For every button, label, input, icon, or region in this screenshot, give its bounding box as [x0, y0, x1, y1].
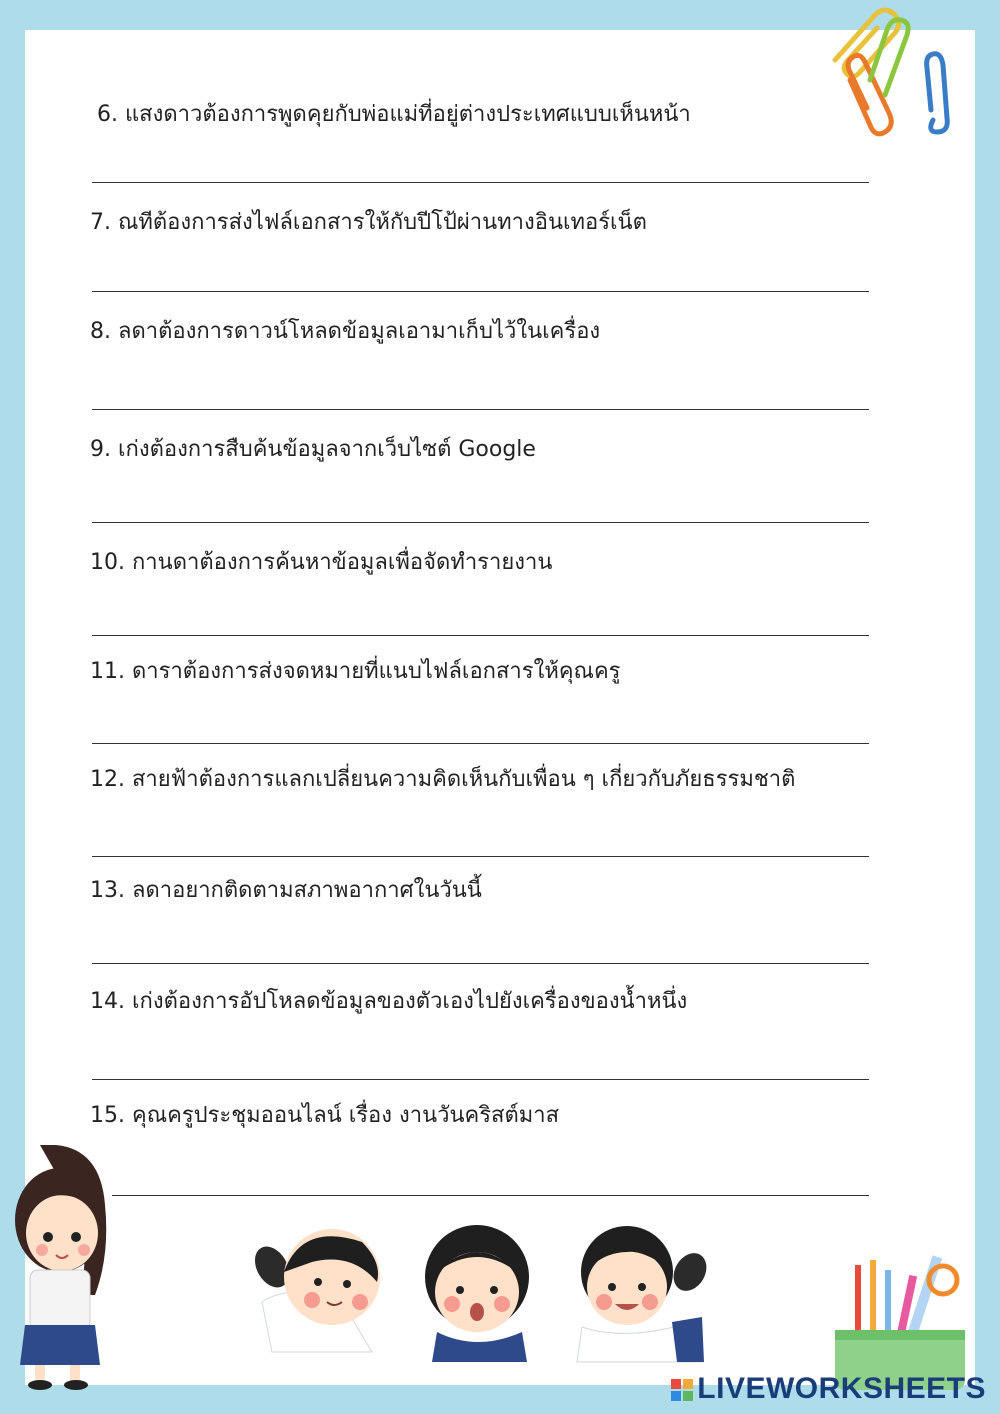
question-12: 12. สายฟ้าต้องการแลกเปลี่ยนความคิดเห็นกับเพื่อน ๆ เกี่ยวกับภัยธรรมชาติ	[90, 767, 796, 792]
question-11: 11. ดาราต้องการส่งจดหมายที่แนบไฟล์เอกสารให้คุณครู	[90, 659, 621, 684]
question-7: 7. ณทีต้องการส่งไฟล์เอกสารให้กับปีโป้ผ่านทางอินเทอร์เน็ต	[90, 210, 647, 235]
answer-line-14[interactable]	[92, 1079, 869, 1080]
question-14: 14. เก่งต้องการอัปโหลดข้อมูลของตัวเองไปยังเครื่องของน้ำหนึ่ง	[90, 989, 688, 1014]
answer-line-11[interactable]	[92, 743, 869, 744]
question-6: 6. แสงดาวต้องการพูดคุยกับพ่อแม่ที่อยู่ต่างประเทศแบบเห็นหน้า	[97, 102, 691, 127]
question-13: 13. ลดาอยากติดตามสภาพอากาศในวันนี้	[90, 878, 482, 903]
answer-line-15[interactable]	[112, 1195, 869, 1196]
answer-line-13[interactable]	[92, 963, 869, 964]
paper-clips-icon	[815, 0, 965, 150]
girl-student-illustration	[0, 1145, 120, 1390]
answer-line-7[interactable]	[92, 291, 869, 292]
question-10: 10. กานดาต้องการค้นหาข้อมูลเพื่อจัดทำรายงาน	[90, 550, 553, 575]
answer-line-12[interactable]	[92, 856, 869, 857]
answer-line-6[interactable]	[92, 182, 869, 183]
question-15: 15. คุณครูประชุมออนไลน์ เรื่อง งานวันคริสต์มาส	[90, 1103, 560, 1128]
question-9: 9. เก่งต้องการสืบค้นข้อมูลจากเว็บไซต์ Google	[90, 437, 536, 462]
answer-line-10[interactable]	[92, 635, 869, 636]
answer-line-8[interactable]	[92, 409, 869, 410]
answer-line-9[interactable]	[92, 522, 869, 523]
brand-name: LIVEWORKSHEETS	[697, 1372, 986, 1405]
question-8: 8. ลดาต้องการดาวน์โหลดข้อมูลเอามาเก็บไว้ในเครื่อง	[90, 319, 601, 344]
liveworksheets-logo	[671, 1372, 986, 1406]
pencil-cup-icon	[825, 1255, 975, 1390]
live-badge-icon	[671, 1379, 693, 1401]
kids-reading-illustration	[232, 1212, 722, 1387]
